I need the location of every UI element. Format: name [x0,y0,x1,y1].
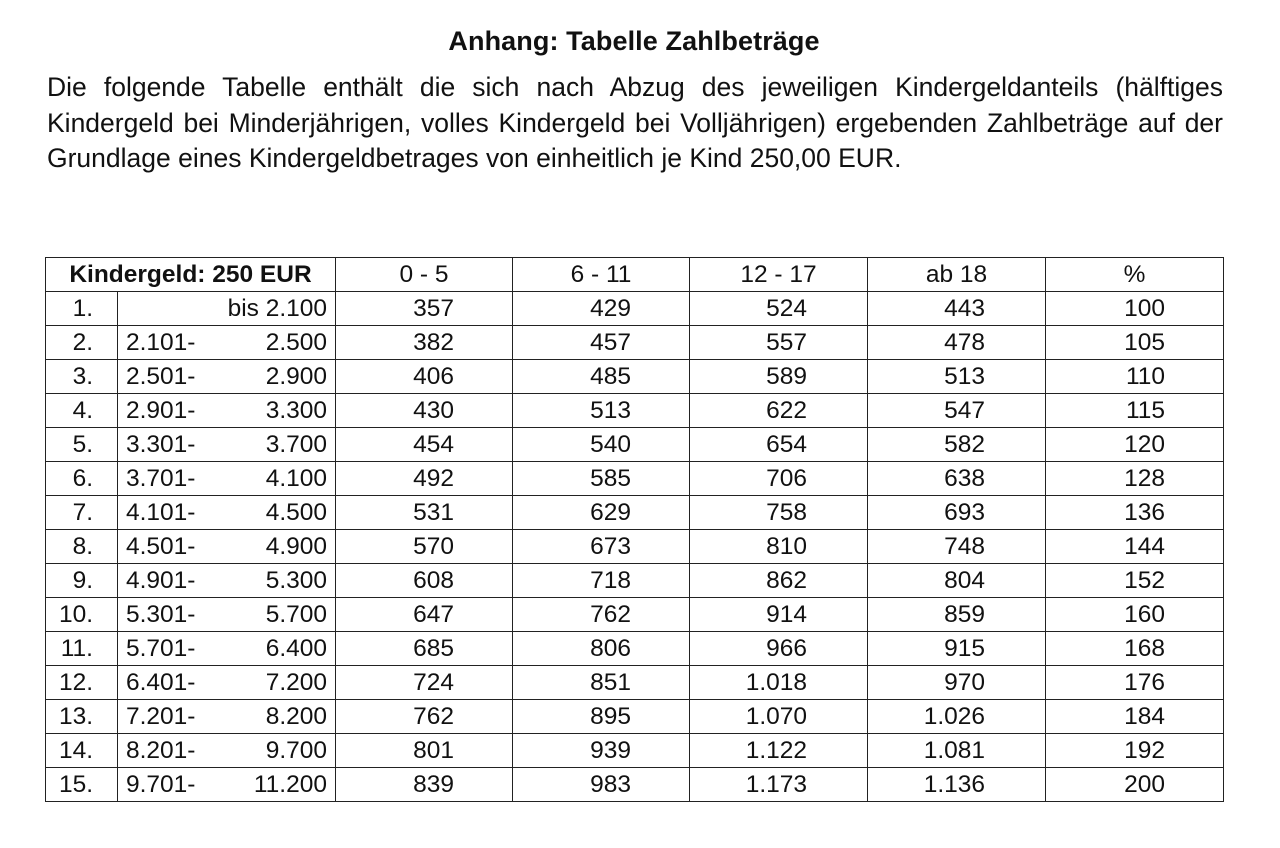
amount-age-ab-18: 859 [868,598,1046,632]
amount-age-12-17: 1.122 [690,734,868,768]
header-age-6-11: 6 - 11 [513,258,690,292]
amount-age-12-17: 706 [690,462,868,496]
amount-age-6-11: 513 [513,394,690,428]
percent-value: 115 [1046,394,1224,428]
percent-value: 176 [1046,666,1224,700]
amount-age-12-17: 966 [690,632,868,666]
percent-value: 100 [1046,292,1224,326]
amount-age-0-5: 839 [336,768,513,802]
percent-value: 110 [1046,360,1224,394]
amount-age-0-5: 570 [336,530,513,564]
income-from: 2.501- [126,362,196,390]
income-range [118,496,336,530]
amount-age-12-17: 914 [690,598,868,632]
amount-age-0-5: 382 [336,326,513,360]
row-number: 9. [46,564,118,598]
amount-age-6-11: 718 [513,564,690,598]
table-row [46,496,1224,530]
amount-age-0-5: 724 [336,666,513,700]
header-age-0-5: 0 - 5 [336,258,513,292]
percent-value: 184 [1046,700,1224,734]
table-header-row [46,258,1224,292]
income-to: 3.700 [265,430,327,458]
income-range [118,530,336,564]
income-to: 8.200 [265,702,327,730]
amount-age-6-11: 629 [513,496,690,530]
income-range [118,700,336,734]
percent-value: 136 [1046,496,1224,530]
amount-age-0-5: 685 [336,632,513,666]
table-row [46,326,1224,360]
income-to: bis 2.100 [227,294,327,322]
table-row [46,394,1224,428]
income-to: 4.900 [265,532,327,560]
income-to: 9.700 [265,736,327,764]
amount-age-ab-18: 478 [868,326,1046,360]
income-range [118,326,336,360]
amount-age-ab-18: 547 [868,394,1046,428]
header-kindergeld: Kindergeld: 250 EUR [46,258,336,292]
income-to: 2.900 [265,362,327,390]
income-range [118,360,336,394]
amount-age-6-11: 806 [513,632,690,666]
amount-age-12-17: 862 [690,564,868,598]
income-range [118,768,336,802]
table-row [46,530,1224,564]
income-from: 7.201- [126,702,196,730]
amount-age-ab-18: 970 [868,666,1046,700]
income-from: 8.201- [126,736,196,764]
amount-age-12-17: 810 [690,530,868,564]
income-to: 4.500 [265,498,327,526]
amount-age-0-5: 492 [336,462,513,496]
amount-age-6-11: 851 [513,666,690,700]
table-row [46,462,1224,496]
amount-age-ab-18: 1.136 [868,768,1046,802]
amount-age-0-5: 430 [336,394,513,428]
percent-value: 192 [1046,734,1224,768]
amount-age-ab-18: 748 [868,530,1046,564]
row-number: 7. [46,496,118,530]
table-body [46,292,1224,802]
table-row [46,598,1224,632]
income-range [118,666,336,700]
percent-value: 152 [1046,564,1224,598]
table-row [46,292,1224,326]
header-age-12-17: 12 - 17 [690,258,868,292]
row-number: 6. [46,462,118,496]
row-number: 1. [46,292,118,326]
income-from: 2.101- [126,328,196,356]
income-from: 9.701- [126,770,196,798]
amount-age-ab-18: 638 [868,462,1046,496]
income-to: 6.400 [265,634,327,662]
amount-age-0-5: 762 [336,700,513,734]
amount-age-6-11: 939 [513,734,690,768]
row-number: 13. [46,700,118,734]
amount-age-0-5: 406 [336,360,513,394]
amount-age-ab-18: 693 [868,496,1046,530]
income-range [118,462,336,496]
percent-value: 120 [1046,428,1224,462]
income-range [118,292,336,326]
percent-value: 144 [1046,530,1224,564]
amount-age-6-11: 983 [513,768,690,802]
amount-age-12-17: 589 [690,360,868,394]
row-number: 2. [46,326,118,360]
row-number: 10. [46,598,118,632]
income-from: 6.401- [126,668,196,696]
amount-age-0-5: 357 [336,292,513,326]
amount-age-12-17: 622 [690,394,868,428]
income-range [118,394,336,428]
amount-age-6-11: 457 [513,326,690,360]
amount-age-6-11: 762 [513,598,690,632]
amount-age-6-11: 429 [513,292,690,326]
row-number: 4. [46,394,118,428]
percent-value: 168 [1046,632,1224,666]
income-to: 11.200 [253,770,327,798]
income-from: 5.701- [126,634,196,662]
amount-age-12-17: 654 [690,428,868,462]
percent-value: 160 [1046,598,1224,632]
intro-paragraph: Die folgende Tabelle enthält die sich nach Abzug des jeweiligen Kindergeldanteils (hälftiges Kindergeld bei Minderjährigen, volles Kindergeld bei Volljährigen) ergebenden Zahlbeträge auf der Grundlage eines Kindergeldbetrages von einheitlich je Kind 250,00 EUR. [47,72,1223,173]
income-to: 2.500 [265,328,327,356]
income-from: 5.301- [126,600,196,628]
amount-age-6-11: 673 [513,530,690,564]
amount-age-6-11: 540 [513,428,690,462]
amount-age-12-17: 557 [690,326,868,360]
amount-age-ab-18: 915 [868,632,1046,666]
header-age-ab-18: ab 18 [868,258,1046,292]
amount-age-ab-18: 513 [868,360,1046,394]
row-number: 12. [46,666,118,700]
amount-age-12-17: 758 [690,496,868,530]
income-range [118,734,336,768]
income-to: 4.100 [265,464,327,492]
table-row [46,360,1224,394]
income-to: 3.300 [265,396,327,424]
income-from: 4.101- [126,498,196,526]
amount-age-12-17: 1.173 [690,768,868,802]
amount-age-12-17: 1.070 [690,700,868,734]
income-to: 5.300 [265,566,327,594]
income-range [118,564,336,598]
income-to: 7.200 [265,668,327,696]
income-range [118,598,336,632]
amount-age-ab-18: 1.081 [868,734,1046,768]
percent-value: 105 [1046,326,1224,360]
income-from: 3.301- [126,430,196,458]
table-row [46,428,1224,462]
percent-value: 128 [1046,462,1224,496]
table-row [46,666,1224,700]
amount-age-12-17: 524 [690,292,868,326]
zahlbetraege-table [45,257,1224,802]
table-row [46,564,1224,598]
amount-age-6-11: 895 [513,700,690,734]
income-range [118,428,336,462]
percent-value: 200 [1046,768,1224,802]
table-row [46,700,1224,734]
amount-age-0-5: 801 [336,734,513,768]
row-number: 8. [46,530,118,564]
row-number: 14. [46,734,118,768]
amount-age-ab-18: 443 [868,292,1046,326]
income-from: 4.901- [126,566,196,594]
amount-age-0-5: 531 [336,496,513,530]
income-to: 5.700 [265,600,327,628]
amount-age-ab-18: 1.026 [868,700,1046,734]
table-row [46,632,1224,666]
amount-age-0-5: 454 [336,428,513,462]
amount-age-ab-18: 582 [868,428,1046,462]
amount-age-12-17: 1.018 [690,666,868,700]
table-row [46,768,1224,802]
row-number: 5. [46,428,118,462]
row-number: 11. [46,632,118,666]
header-percent: % [1046,258,1224,292]
amount-age-ab-18: 804 [868,564,1046,598]
amount-age-0-5: 647 [336,598,513,632]
row-number: 15. [46,768,118,802]
row-number: 3. [46,360,118,394]
page-title: Anhang: Tabelle Zahlbeträge [448,26,820,56]
amount-age-6-11: 585 [513,462,690,496]
income-from: 4.501- [126,532,196,560]
amount-age-6-11: 485 [513,360,690,394]
amount-age-0-5: 608 [336,564,513,598]
income-range [118,632,336,666]
income-from: 2.901- [126,396,196,424]
income-from: 3.701- [126,464,196,492]
table-row [46,734,1224,768]
